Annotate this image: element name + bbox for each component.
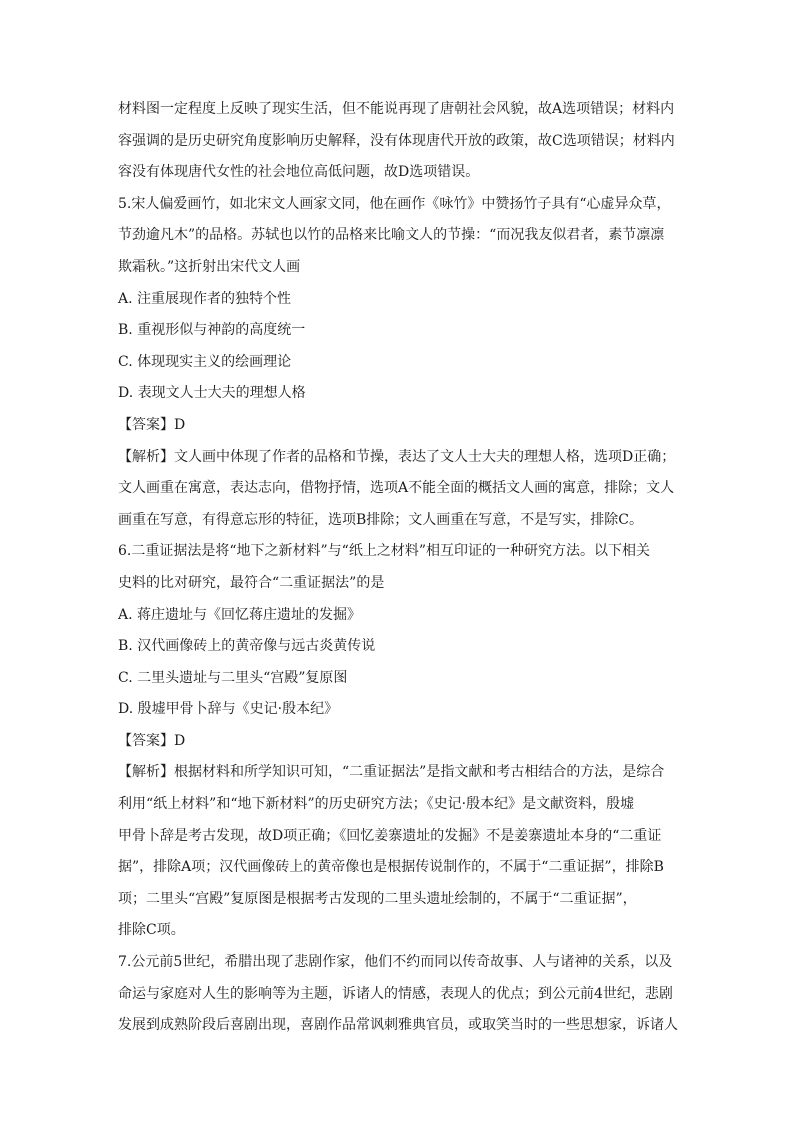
option-b: B. 重视形似与神韵的高度统一	[118, 322, 306, 339]
question-6-stem: 6.二重证据法是将“地下之新材料”与“纸上之材料”相互印证的一种研究方法。以下相关	[118, 543, 650, 560]
document-body	[118, 94, 678, 1042]
question-5-stem: 欺霜秋。”这折射出宋代文人画	[118, 258, 301, 275]
option-a: A. 蒋庄遗址与《回忆蒋庄遗址的发掘》	[118, 606, 362, 623]
question-7-stem: 命运与家庭对人生的影响等为主题，诉诸人的情感，表现人的优点；到公元前4世纪，悲剧	[118, 985, 673, 1002]
analysis-text: 项；二里头“宫殿”复原图是根据考古发现的二里头遗址绘制的，不属于“二重证据”，	[118, 890, 637, 907]
answer-label: 【答案】D	[118, 416, 186, 433]
option-b: B. 汉代画像砖上的黄帝像与远古炎黄传说	[118, 638, 376, 655]
question-5-stem: 节劲逾凡木”的品格。苏轼也以竹的品格来比喻文人的节操：“而况我友似君者，素节凛凛	[118, 227, 665, 244]
analysis-text: 据”，排除A项；汉代画像砖上的黄帝像也是根据传说制作的，不属于“二重证据”，排除B	[118, 859, 664, 876]
text-line: 材料图一定程度上反映了现实生活，但不能说再现了唐朝社会风貌，故A选项错误；材料内	[118, 101, 675, 117]
analysis-text: 甲骨卜辞是考古发现，故D项正确；《回忆姜寨遗址的发掘》不是姜寨遗址本身的“二重证	[118, 827, 662, 844]
question-7-stem: 发展到成熟阶段后喜剧出现，喜剧作品常讽刺雅典官员，或取笑当时的一些思想家，诉诸人	[118, 1017, 678, 1034]
option-c: C. 体现现实主义的绘画理论	[118, 353, 292, 370]
question-7-stem: 7.公元前5世纪，希腊出现了悲剧作家，他们不约而同以传奇故事、人与诸神的关系，以及	[118, 954, 673, 971]
option-d: D. 殷墟甲骨卜辞与《史记·殷本纪》	[118, 701, 339, 718]
text-line: 容强调的是历史研究角度影响历史解释，没有体现唐代开放的政策，故C选项错误；材料内	[118, 132, 675, 149]
text-line: 容没有体现唐代女性的社会地位高低问题，故D选项错误。	[118, 164, 480, 181]
option-c: C. 二里头遗址与二里头“宫殿”复原图	[118, 669, 348, 686]
analysis-text: 画重在写意，有得意忘形的特征，选项B排除；文人画重在写意，不是写实，排除C。	[118, 511, 643, 528]
analysis-text: 【解析】文人画中体现了作者的品格和节操，表达了文人士大夫的理想人格，选项D正确；	[118, 448, 676, 465]
question-6-stem: 史料的比对研究，最符合“二重证据法”的是	[118, 574, 385, 591]
answer-label: 【答案】D	[118, 732, 186, 749]
analysis-text: 【解析】根据材料和所学知识可知，“二重证据法”是指文献和考古相结合的方法，是综合	[118, 764, 665, 781]
analysis-text: 利用“纸上材料”和“地下新材料”的历史研究方法；《史记·殷本纪》是文献资料，殷墟	[118, 796, 635, 813]
analysis-text: 文人画重在寓意，表达志向，借物抒情，选项A不能全面的概括文人画的寓意，排除；文人	[118, 480, 675, 497]
question-5-stem: 5.宋人偏爱画竹，如北宋文人画家文同，他在画作《咏竹》中赞扬竹子具有“心虚异众草，	[118, 195, 671, 212]
option-d: D. 表现文人士大夫的理想人格	[118, 385, 306, 402]
analysis-text: 排除C项。	[118, 922, 185, 939]
option-a: A. 注重展现作者的独特个性	[118, 290, 292, 307]
